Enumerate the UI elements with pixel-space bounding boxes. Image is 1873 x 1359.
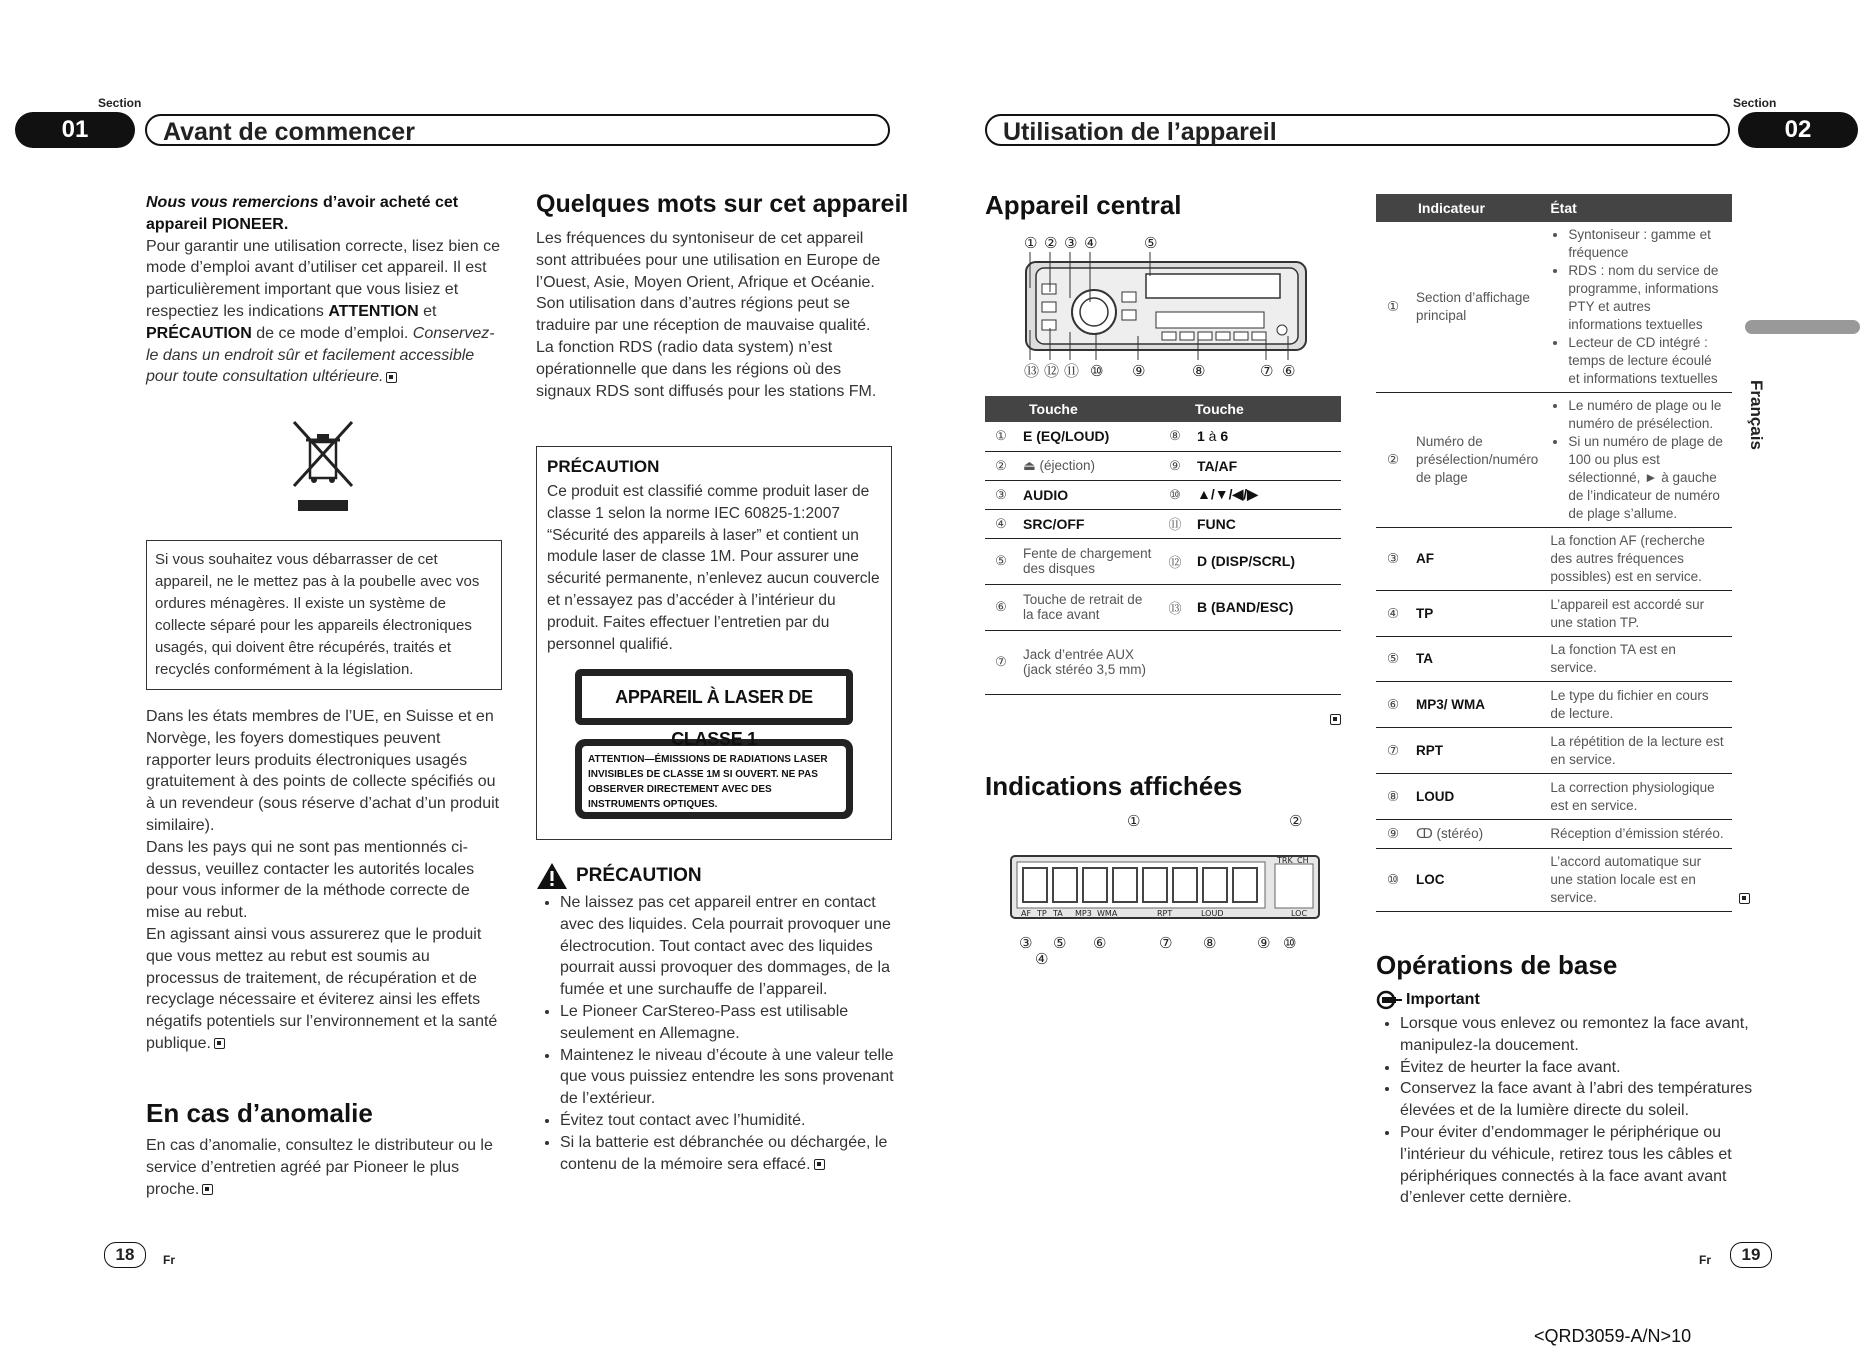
laser-caution-text: Ce produit est classifié comme produit laser de classe 1 selon la norme IEC 60825-1:2007 “Sécurité des appareils à laser” et contient un module laser de classe 1M. Pour assurer une sécurité permanente, n’enlevez aucun couvercle et n’essayez pas d’accéder à l’intérieur du produit. Faites effectuer l’entretien par du personnel qualifié. bbox=[547, 483, 880, 653]
section-title: Avant de commencer bbox=[145, 114, 890, 146]
key-label bbox=[1191, 422, 1341, 451]
end-mark-icon bbox=[814, 1159, 825, 1170]
indicator-state-item: • Si un numéro de plage de 100 ou plus est sélectionné, ► à gauche de l’indicateur de numéro de plage s’allume. bbox=[1568, 433, 1726, 523]
table-row bbox=[1376, 528, 1732, 591]
key-range-word: à bbox=[1204, 428, 1221, 445]
unit-callout-8: ⑧ bbox=[1192, 362, 1206, 380]
indicator-state-item: • Syntoniseur : gamme et fréquence bbox=[1568, 226, 1726, 262]
indicator-num: ② bbox=[1376, 393, 1410, 528]
unit-callout-9: ⑨ bbox=[1132, 362, 1146, 380]
indicator-num: ⑤ bbox=[1376, 637, 1410, 682]
para-other-countries: Dans les pays qui ne sont pas mentionnés ci-dessus, veuillez contacter les autorités locales pour vous informer de la méthode correcte de mise au rebut. bbox=[146, 838, 475, 922]
anomaly-heading: En cas d’anomalie bbox=[146, 1098, 373, 1128]
display-label-trk: TRK bbox=[1277, 856, 1293, 865]
laser-class-label-text: APPAREIL À LASER DE CLASSE 1 bbox=[582, 676, 846, 718]
unit-callout-4: ④ bbox=[1084, 234, 1098, 252]
display-label-rpt: RPT bbox=[1157, 909, 1173, 918]
key-label bbox=[1191, 630, 1341, 694]
table-row bbox=[1376, 820, 1732, 849]
caution-item: • Évitez tout contact avec l’humidité. bbox=[560, 1110, 906, 1132]
key-num: ⑧ bbox=[1159, 422, 1191, 451]
unit-callout-5: ⑤ bbox=[1144, 234, 1158, 252]
caution-section bbox=[536, 862, 906, 1175]
display-callout-6: ⑥ bbox=[1093, 934, 1107, 952]
key-label: AUDIO bbox=[1017, 480, 1159, 509]
end-mark-icon bbox=[214, 1038, 225, 1049]
page-number-right: 19 bbox=[1730, 1242, 1772, 1268]
table-row bbox=[985, 630, 1341, 694]
section-label: Section bbox=[98, 96, 142, 110]
anomaly-text: En cas d’anomalie, consultez le distributeur ou le service d’entretien agréé par Pioneer le plus proche. bbox=[146, 1137, 493, 1198]
about-text: Les fréquences du syntoniseur de cet appareil sont attribuées pour une utilisation en Europe de l’Ouest, Asie, Moyen Orient, Afrique et Océanie. Son utilisation dans d’autres régions peut se traduire par une réception de mauvaise qualité. La fonction RDS (radio data system) n’est opérationnelle que dans les régions où des signaux RDS sont diffusés pour les stations FM. bbox=[536, 230, 881, 400]
laser-class-label bbox=[575, 669, 853, 750]
section-number: 02 bbox=[1738, 112, 1858, 148]
key-label: Jack d’entrée AUX (jack stéréo 3,5 mm) bbox=[1017, 630, 1159, 694]
display-label-af: AF bbox=[1021, 909, 1032, 918]
key-num: ⑫ bbox=[1159, 538, 1191, 584]
indicator-num: ⑨ bbox=[1376, 820, 1410, 849]
table-row bbox=[985, 509, 1341, 538]
language-tab-label: Français bbox=[1747, 380, 1766, 450]
display-callout-9: ⑨ bbox=[1257, 934, 1271, 952]
key-num: ⑪ bbox=[1159, 509, 1191, 538]
display-callout-1: ① bbox=[1127, 812, 1141, 830]
indicator-name: Section d’affichage principal bbox=[1410, 222, 1544, 393]
lang-code-left: Fr bbox=[163, 1253, 175, 1267]
indicator-state: Le type du fichier en cours de lecture. bbox=[1544, 682, 1732, 728]
section-number: 01 bbox=[15, 112, 135, 148]
display-heading: Indications affichées bbox=[985, 771, 1243, 801]
important-icon bbox=[1376, 990, 1404, 1010]
and-word: et bbox=[418, 302, 437, 320]
indicator-header-name: Indicateur bbox=[1376, 194, 1544, 222]
caution-list bbox=[536, 892, 906, 1175]
display-callout-2: ② bbox=[1289, 812, 1303, 830]
weee-bin-icon bbox=[292, 420, 354, 515]
disposal-notice-text: Si vous souhaitez vous débarrasser de cet appareil, ne le mettez pas à la poubelle avec vos ordures ménagères. Il existe un système de collecte séparé pour les appareils électroniques usagés, qui doivent être récupérés, traités et recyclés conformément à la législation. bbox=[155, 551, 480, 678]
display-callout-7: ⑦ bbox=[1159, 934, 1173, 952]
indicator-table bbox=[1376, 194, 1732, 912]
unit-callout-12: ⑫ bbox=[1044, 362, 1060, 380]
indicator-state: La fonction TA est en service. bbox=[1544, 637, 1732, 682]
indicator-name: Numéro de présélection/numéro de plage bbox=[1410, 393, 1544, 528]
lang-code-right: Fr bbox=[1699, 1253, 1711, 1267]
keys-header-touche-1: Touche bbox=[985, 396, 1159, 422]
unit-callout-3: ③ bbox=[1064, 234, 1078, 252]
table-row bbox=[1376, 849, 1732, 912]
indicator-state-item: • Lecteur de CD intégré : temps de lecture écoulé et informations textuelles bbox=[1568, 334, 1726, 388]
indicator-state: La correction physiologique est en service. bbox=[1544, 774, 1732, 820]
display-label-tp: TP bbox=[1037, 909, 1047, 918]
indicator-num: ① bbox=[1376, 222, 1410, 393]
unit-callout-7: ⑦ bbox=[1260, 362, 1274, 380]
unit-callout-10: ⑩ bbox=[1090, 362, 1104, 380]
indicator-state: Réception d’émission stéréo. bbox=[1544, 820, 1732, 849]
key-label: Fente de chargement des disques bbox=[1017, 538, 1159, 584]
key-label: ▲/▼/◀/▶ bbox=[1191, 480, 1341, 509]
about-heading: Quelques mots sur cet appareil bbox=[536, 190, 909, 218]
basic-ops-item: • Pour éviter d’endommager le périphérique ou l’intérieur du véhicule, retirez tous les câbles et périphériques connectés à la face avant avant d’enlever cette dernière. bbox=[1400, 1122, 1756, 1209]
key-label: D (DISP/SCRL) bbox=[1191, 538, 1341, 584]
basic-ops-heading: Opérations de base bbox=[1376, 950, 1618, 980]
intro-text-a: Pour garantir une utilisation correcte, lisez bien ce mode d’emploi avant d’utiliser cet appareil. Il est particulièrement important que vous lisiez et respectiez les indications bbox=[146, 237, 500, 320]
indicator-state-item: • Le numéro de plage ou le numéro de présélection. bbox=[1568, 397, 1726, 433]
indicator-name: TP bbox=[1410, 591, 1544, 637]
indicator-state: L’appareil est accordé sur une station TP. bbox=[1544, 591, 1732, 637]
unit-callout-2: ② bbox=[1044, 234, 1058, 252]
key-num: ③ bbox=[985, 480, 1017, 509]
indicator-state: La fonction AF (recherche des autres fréquences possibles) est en service. bbox=[1544, 528, 1732, 591]
key-num: ⑦ bbox=[985, 630, 1017, 694]
head-unit-illustration bbox=[1020, 232, 1320, 382]
display-callout-10: ⑩ bbox=[1283, 934, 1297, 952]
indicator-num: ⑧ bbox=[1376, 774, 1410, 820]
caution-item: • Le Pioneer CarStereo-Pass est utilisable seulement en Allemagne. bbox=[560, 1001, 906, 1045]
key-num: ⑤ bbox=[985, 538, 1017, 584]
key-num: ① bbox=[985, 422, 1017, 451]
table-row bbox=[985, 451, 1341, 480]
display-label-loud: LOUD bbox=[1201, 909, 1224, 918]
indicator-name: AF bbox=[1410, 528, 1544, 591]
caution-item-text: Si la batterie est débranchée ou déchargée, le contenu de la mémoire sera effacé. bbox=[560, 1133, 888, 1173]
unit-callout-6: ⑥ bbox=[1282, 362, 1296, 380]
key-label: SRC/OFF bbox=[1017, 509, 1159, 538]
display-label-wma: WMA bbox=[1097, 909, 1118, 918]
indicator-name: MP3/ WMA bbox=[1410, 682, 1544, 728]
warning-triangle-icon bbox=[536, 862, 568, 890]
key-num: ⑨ bbox=[1159, 451, 1191, 480]
indicator-num: ③ bbox=[1376, 528, 1410, 591]
key-label: ⏏ (éjection) bbox=[1017, 451, 1159, 480]
caution-item: • Maintenez le niveau d’écoute à une valeur telle que vous puissiez entendre les sons provenant de l’extérieur. bbox=[560, 1045, 906, 1110]
table-row bbox=[1376, 637, 1732, 682]
caution-title: PRÉCAUTION bbox=[576, 865, 702, 886]
keys-header-touche-2: Touche bbox=[1159, 396, 1341, 422]
indicator-state: L’accord automatique sur une station locale est en service. bbox=[1544, 849, 1732, 912]
disposal-notice-box bbox=[146, 540, 502, 690]
basic-ops-item: • Lorsque vous enlevez ou remontez la face avant, manipulez-la doucement. bbox=[1400, 1013, 1756, 1057]
unit-callout-11: ⑪ bbox=[1064, 362, 1080, 380]
table-row bbox=[1376, 682, 1732, 728]
document-code: <QRD3059-A/N>10 bbox=[1534, 1326, 1692, 1346]
intro-thanks: Nous vous remercions bbox=[146, 194, 319, 211]
keys-table-header bbox=[985, 396, 1341, 422]
key-1: 1 bbox=[1197, 428, 1205, 445]
end-mark-icon bbox=[202, 1184, 213, 1195]
table-row bbox=[985, 538, 1341, 584]
section-label: Section bbox=[1733, 96, 1777, 110]
caution-item: • Ne laissez pas cet appareil entrer en contact avec des liquides. Cela pourrait provoquer une électrocution. Tout contact avec des liquides pourrait aussi provoquer des dommages, de la fumée et une surchauffe de l’appareil. bbox=[560, 892, 906, 1001]
indicator-state-item: • RDS : nom du service de programme, informations PTY et autres informations textuelles bbox=[1568, 262, 1726, 334]
key-num: ⑩ bbox=[1159, 480, 1191, 509]
display-callout-3: ③ bbox=[1019, 934, 1033, 952]
indicator-num: ⑥ bbox=[1376, 682, 1410, 728]
table-row bbox=[985, 422, 1341, 451]
caution-item bbox=[560, 1132, 906, 1176]
indicator-num: ⑦ bbox=[1376, 728, 1410, 774]
key-num: ② bbox=[985, 451, 1017, 480]
para-eu: Dans les états membres de l’UE, en Suisse et en Norvège, les foyers domestiques peuvent rapporter leurs produits électroniques usagés gratuitement à des points de collecte spécifiés ou à un revendeur (sous réserve d’achat d’un produit similaire). bbox=[146, 708, 500, 834]
intro-thanks-rest: d’avoir acheté cet appareil PIONEER. bbox=[146, 194, 459, 233]
key-label: E (EQ/LOUD) bbox=[1017, 422, 1159, 451]
central-unit-heading: Appareil central bbox=[985, 190, 1182, 220]
unit-callout-13: ⑬ bbox=[1024, 362, 1040, 380]
intro-keep: Conservez-le dans un endroit sûr et facilement accessible pour toute consultation ultérieure. bbox=[146, 324, 495, 386]
indicator-header-state: État bbox=[1544, 194, 1732, 222]
table-row bbox=[985, 584, 1341, 630]
display-label-ta: TA bbox=[1053, 909, 1063, 918]
basic-ops-list bbox=[1376, 1013, 1756, 1209]
key-num: ④ bbox=[985, 509, 1017, 538]
indicator-state bbox=[1544, 222, 1732, 393]
table-row bbox=[1376, 728, 1732, 774]
basic-ops-item: • Conservez la face avant à l’abri des températures élevées et de la lumière directe du soleil. bbox=[1400, 1078, 1756, 1122]
para-environment: En agissant ainsi vous assurerez que le produit que vous mettez au rebut est soumis au processus de traitement, de récupération et de recyclage nécessaire et éviterez ainsi les effets négatifs potentiels sur l’environnement et la santé publique. bbox=[146, 925, 498, 1052]
key-label: TA/AF bbox=[1191, 451, 1341, 480]
attention-word: ATTENTION bbox=[328, 302, 419, 320]
precaution-word: PRÉCAUTION bbox=[146, 324, 252, 342]
indicator-name: LOUD bbox=[1410, 774, 1544, 820]
basic-ops-item: • Évitez de heurter la face avant. bbox=[1400, 1057, 1756, 1079]
key-6: 6 bbox=[1220, 428, 1229, 445]
indicator-name: ↀ (stéréo) bbox=[1410, 820, 1544, 849]
indicator-name: RPT bbox=[1410, 728, 1544, 774]
table-row bbox=[1376, 774, 1732, 820]
display-illustration bbox=[1005, 810, 1325, 970]
display-label-loc: LOC bbox=[1291, 909, 1308, 918]
indicator-state bbox=[1544, 393, 1732, 528]
table-row bbox=[1376, 222, 1732, 393]
anomaly-block bbox=[146, 1135, 502, 1200]
language-tab bbox=[1745, 320, 1860, 334]
key-num bbox=[1159, 630, 1191, 694]
disposal-info bbox=[146, 706, 502, 1055]
display-callout-4: ④ bbox=[1035, 950, 1049, 968]
indicator-num: ⑩ bbox=[1376, 849, 1410, 912]
table-row bbox=[1376, 591, 1732, 637]
key-num: ⑥ bbox=[985, 584, 1017, 630]
indicator-num: ④ bbox=[1376, 591, 1410, 637]
key-num: ⑬ bbox=[1159, 584, 1191, 630]
indicator-name: LOC bbox=[1410, 849, 1544, 912]
end-mark-icon bbox=[1739, 893, 1750, 904]
unit-callout-1: ① bbox=[1024, 234, 1038, 252]
keys-table bbox=[985, 396, 1341, 695]
key-label: FUNC bbox=[1191, 509, 1341, 538]
end-mark-icon bbox=[1330, 714, 1341, 725]
key-label: B (BAND/ESC) bbox=[1191, 584, 1341, 630]
laser-warning-label-text: ATTENTION—ÉMISSIONS DE RADIATIONS LASER INVISIBLES DE CLASSE 1M SI OUVERT. NE PAS OBSERVER DIRECTEMENT AVEC DES INSTRUMENTS OPTIQUES. bbox=[582, 746, 846, 812]
indicator-name: TA bbox=[1410, 637, 1544, 682]
laser-caution-title: PRÉCAUTION bbox=[547, 457, 660, 476]
intro-text-b: de ce mode d’emploi. bbox=[251, 324, 413, 342]
indicator-table-header bbox=[1376, 194, 1732, 222]
end-mark-icon bbox=[386, 372, 397, 383]
page-number-left: 18 bbox=[104, 1242, 146, 1268]
table-row bbox=[1376, 393, 1732, 528]
important-note bbox=[1376, 990, 1480, 1010]
intro-block bbox=[146, 192, 502, 388]
important-label: Important bbox=[1406, 991, 1480, 1008]
laser-caution-box bbox=[536, 446, 892, 840]
display-label-mp3: MP3 bbox=[1075, 909, 1092, 918]
table-row bbox=[985, 480, 1341, 509]
key-label: Touche de retrait de la face avant bbox=[1017, 584, 1159, 630]
display-label-ch: CH bbox=[1297, 856, 1309, 865]
display-callout-5: ⑤ bbox=[1053, 934, 1067, 952]
section-title: Utilisation de l’appareil bbox=[985, 114, 1730, 146]
indicator-state: La répétition de la lecture est en service. bbox=[1544, 728, 1732, 774]
display-callout-8: ⑧ bbox=[1203, 934, 1217, 952]
